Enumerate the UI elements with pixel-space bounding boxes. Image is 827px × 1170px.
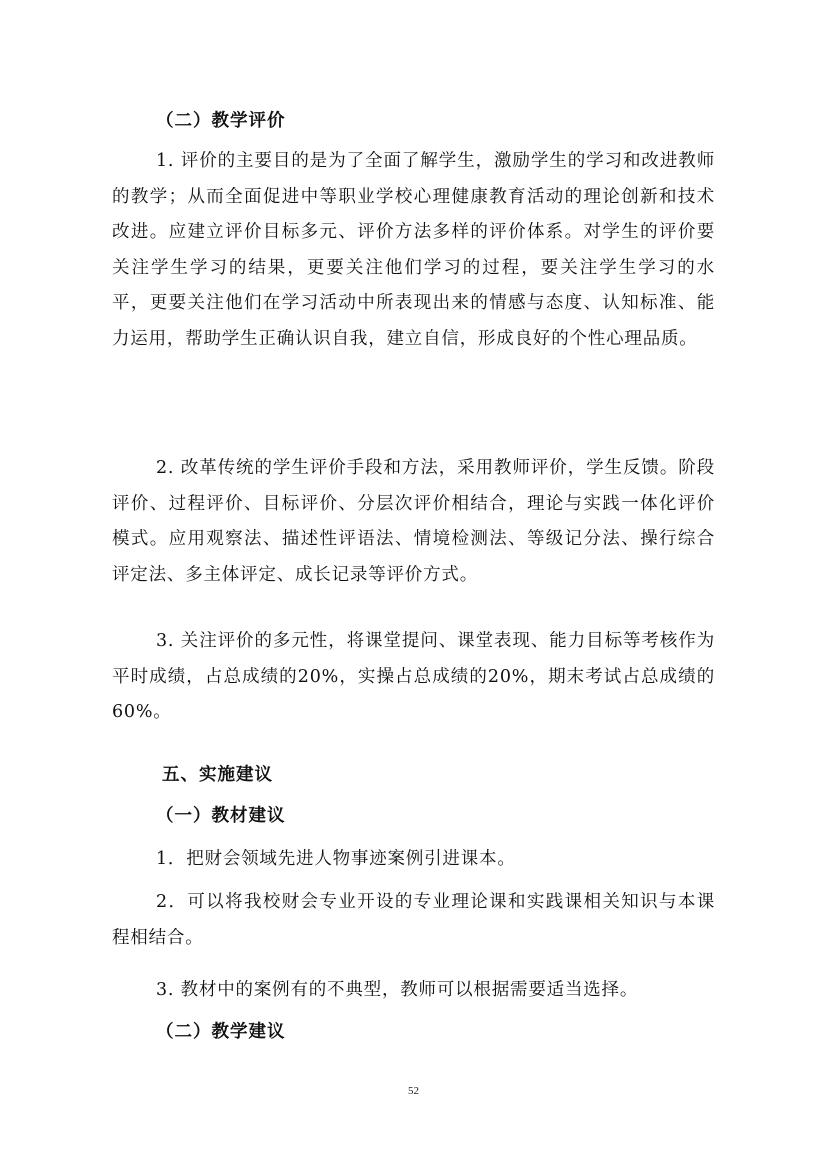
- evaluation-item-1: 1. 评价的主要目的是为了全面了解学生，激励学生的学习和改进教师的教学；从而全面促进中等职业学校心理健康教育活动的理论创新和技术改进。应建立评价目标多元、评价方法多样的评价体系。对学生的评价要关注学生学习的结果，更要关注他们学习的过程，要关注学生学习的水平，更要关注他们在学习活动中所表现出来的情感与态度、认知标准、能力运用，帮助学生正确认识自我，建立自信，形成良好的个性心理品质。: [112, 151, 715, 349]
- page-number: 52: [408, 1085, 419, 1097]
- textbook-suggestion-heading: （一）教材建议: [156, 806, 286, 826]
- implementation-heading: 五、实施建议: [162, 765, 273, 785]
- evaluation-item-3: 3. 关注评价的多元性，将课堂提问、课堂表现、能力目标等考核作为平时成绩，占总成绩的20%，实操占总成绩的20%，期末考试占总成绩的60%。: [112, 631, 715, 722]
- document-page: [112, 0, 715, 1170]
- textbook-item-1: 1．把财会领域先进人物事迹案例引进课本。: [156, 849, 516, 869]
- textbook-item-2: 2．可以将我校财会专业开设的专业理论课和实践课相关知识与本课程相结合。: [112, 892, 715, 948]
- teaching-evaluation-heading: （二）教学评价: [156, 111, 286, 131]
- textbook-item-3: 3. 教材中的案例有的不典型，教师可以根据需要适当选择。: [156, 980, 639, 1000]
- teaching-suggestion-heading: （二）教学建议: [156, 1022, 286, 1042]
- evaluation-item-2: 2. 改革传统的学生评价手段和方法，采用教师评价，学生反馈。阶段评价、过程评价、目标评价、分层次评价相结合，理论与实践一体化评价模式。应用观察法、描述性评语法、情境检测法、等级记分法、操行综合评定法、多主体评定、成长记录等评价方式。: [112, 458, 715, 585]
